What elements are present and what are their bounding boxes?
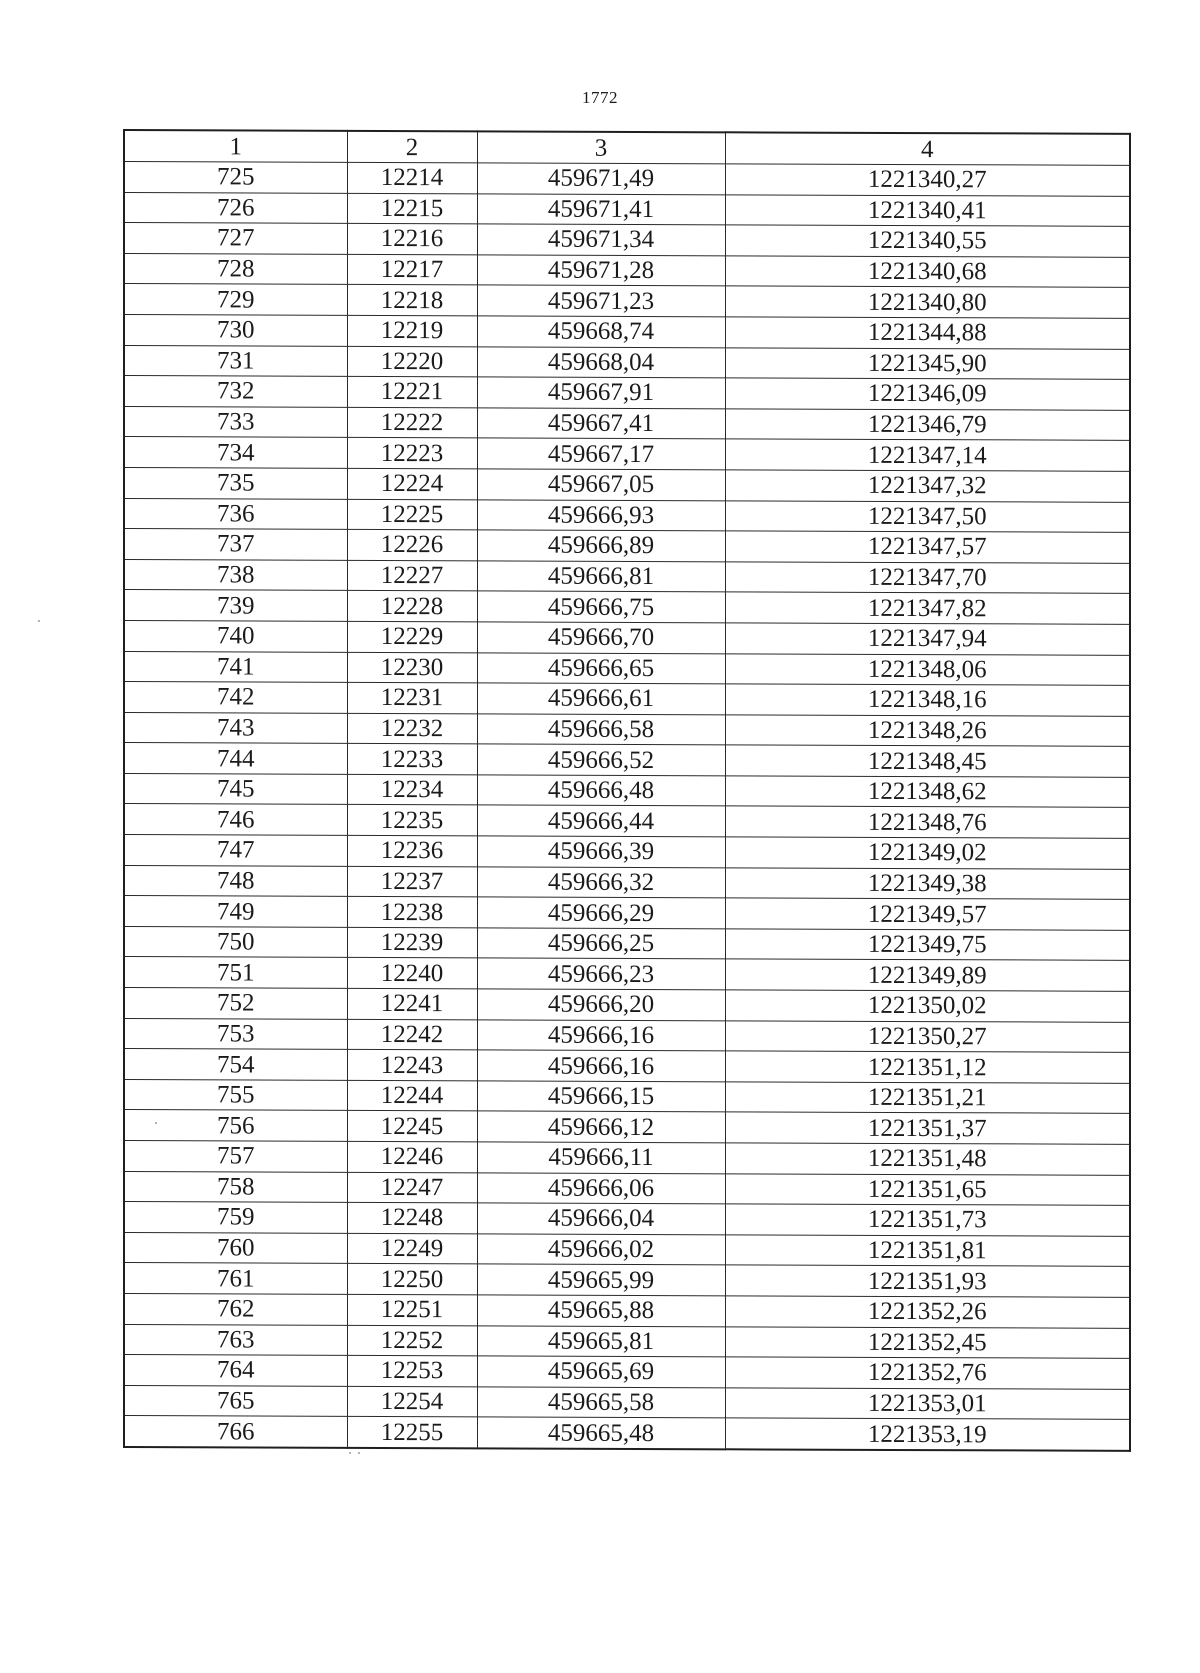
table-cell-col-4: 1221351,37 [725,1112,1130,1144]
table-cell-col-4: 1221351,73 [725,1204,1130,1236]
table-cell-col-3: 459666,65 [477,652,725,684]
table-cell-col-3: 459668,04 [477,346,725,378]
table-cell-col-1: 757 [124,1141,347,1172]
table-row [124,284,1130,318]
table-cell-col-2: 12238 [347,897,477,928]
table-cell-col-1: 740 [124,620,347,651]
table-row [124,743,1130,777]
table-cell-col-2: 12240 [347,958,477,989]
table-row [124,926,1130,960]
table-cell-col-1: 761 [124,1263,347,1294]
table-cell-col-4: 1221340,80 [725,286,1130,318]
table-row [124,223,1130,257]
table-row [124,559,1130,593]
table-row [124,192,1130,226]
table-row [124,437,1130,471]
table-cell-col-3: 459665,69 [477,1356,725,1388]
table-cell-col-3: 459667,41 [477,408,725,440]
table-cell-col-1: 764 [124,1355,347,1386]
table-cell-col-4: 1221347,32 [725,470,1130,502]
table-cell-col-4: 1221346,09 [725,378,1130,410]
table-cell-col-1: 766 [124,1416,347,1448]
table-row [124,1324,1130,1358]
table-row [124,406,1130,440]
table-row [124,467,1130,501]
table-cell-col-4: 1221349,02 [725,837,1130,869]
table-cell-col-2: 12243 [347,1050,477,1081]
table-cell-col-3: 459666,81 [477,561,725,593]
table-cell-col-1: 746 [124,804,347,835]
table-cell-col-3: 459666,25 [477,928,725,960]
table-cell-col-2: 12239 [347,927,477,958]
table-cell-col-2: 12254 [347,1386,477,1417]
table-header [124,130,1130,165]
table-row [124,712,1130,746]
table-cell-col-1: 759 [124,1202,347,1233]
table-cell-col-3: 459667,05 [477,469,725,501]
table-cell-col-3: 459671,23 [477,285,725,317]
table-cell-col-1: 731 [124,345,347,376]
table-cell-col-4: 1221349,89 [725,959,1130,991]
table-cell-col-2: 12224 [347,468,477,499]
table-cell-col-2: 12219 [347,315,477,346]
table-cell-col-4: 1221349,75 [725,929,1130,961]
table-cell-col-1: 756 [124,1110,347,1141]
table-row [124,804,1130,838]
table-cell-col-1: 748 [124,865,347,896]
table-cell-col-2: 12217 [347,254,477,285]
table-cell-col-2: 12214 [347,162,477,193]
table-row [124,253,1130,287]
table-cell-col-4: 1221348,62 [725,776,1130,808]
table-cell-col-2: 12236 [347,835,477,866]
table-cell-col-2: 12216 [347,224,477,255]
table-cell-col-2: 12235 [347,805,477,836]
table-cell-col-2: 12226 [347,529,477,560]
table-cell-col-2: 12233 [347,744,477,775]
table-cell-col-3: 459666,70 [477,622,725,654]
table-cell-col-3: 459666,44 [477,805,725,837]
table-cell-col-3: 459666,29 [477,897,725,929]
table-cell-col-4: 1221350,27 [725,1020,1130,1052]
table-row [124,1416,1130,1451]
table-row [124,590,1130,624]
table-cell-col-4: 1221340,41 [725,194,1130,226]
table-cell-col-1: 735 [124,467,347,498]
table-cell-col-4: 1221353,01 [725,1388,1130,1420]
table-row [124,773,1130,807]
table-cell-col-4: 1221348,45 [725,745,1130,777]
table-cell-col-4: 1221350,02 [725,990,1130,1022]
table-cell-col-1: 754 [124,1049,347,1080]
column-header-1: 1 [124,130,347,162]
table-cell-col-3: 459671,41 [477,193,725,225]
table-cell-col-3: 459666,23 [477,958,725,990]
table-cell-col-1: 739 [124,590,347,621]
table-cell-col-2: 12251 [347,1294,477,1325]
table-cell-col-2: 12234 [347,774,477,805]
table-cell-col-2: 12229 [347,621,477,652]
table-cell-col-4: 1221340,68 [725,256,1130,288]
table-cell-col-4: 1221345,90 [725,347,1130,379]
table-cell-col-1: 765 [124,1385,347,1416]
table-row [124,1079,1130,1113]
table-body [124,162,1130,1451]
table-cell-col-3: 459671,49 [477,163,725,195]
table-row [124,682,1130,716]
table-cell-col-1: 734 [124,437,347,468]
table-row [124,345,1130,379]
table-cell-col-2: 12222 [347,407,477,438]
table-cell-col-3: 459666,02 [477,1234,725,1266]
table-cell-col-1: 741 [124,651,347,682]
table-cell-col-4: 1221351,65 [725,1173,1130,1205]
table-cell-col-4: 1221347,94 [725,623,1130,655]
table-cell-col-1: 728 [124,253,347,284]
table-cell-col-4: 1221348,16 [725,684,1130,716]
table-cell-col-2: 12253 [347,1356,477,1387]
table-row [124,376,1130,410]
coordinates-table-container [123,129,1129,1448]
table-cell-col-3: 459666,61 [477,683,725,715]
table-cell-col-1: 736 [124,498,347,529]
table-cell-col-4: 1221352,45 [725,1326,1130,1358]
table-cell-col-4: 1221348,06 [725,653,1130,685]
table-cell-col-4: 1221349,57 [725,898,1130,930]
page-number: 1772 [582,88,618,107]
table-cell-col-4: 1221351,48 [725,1143,1130,1175]
table-row [124,1141,1130,1175]
table-cell-col-4: 1221347,14 [725,439,1130,471]
table-cell-col-3: 459665,58 [477,1387,725,1419]
table-cell-col-4: 1221352,26 [725,1296,1130,1328]
scan-speck [358,1452,360,1454]
table-cell-col-4: 1221344,88 [725,317,1130,349]
table-cell-col-2: 12232 [347,713,477,744]
table-row [124,957,1130,991]
table-cell-col-3: 459666,32 [477,867,725,899]
table-cell-col-2: 12227 [347,560,477,591]
table-cell-col-4: 1221348,76 [725,806,1130,838]
table-cell-col-3: 459671,34 [477,224,725,256]
table-row [124,1355,1130,1389]
table-cell-col-1: 753 [124,1018,347,1049]
table-cell-col-3: 459666,89 [477,530,725,562]
table-row [124,162,1130,196]
table-cell-col-2: 12231 [347,682,477,713]
table-row [124,529,1130,563]
table-cell-col-4: 1221340,27 [725,164,1130,196]
table-cell-col-2: 12245 [347,1111,477,1142]
table-cell-col-1: 755 [124,1079,347,1110]
table-row [124,314,1130,348]
table-cell-col-1: 760 [124,1232,347,1263]
table-cell-col-2: 12244 [347,1080,477,1111]
table-cell-col-3: 459666,06 [477,1172,725,1204]
table-row [124,835,1130,869]
table-cell-col-2: 12252 [347,1325,477,1356]
table-cell-col-3: 459666,16 [477,1050,725,1082]
table-cell-col-2: 12242 [347,1019,477,1050]
table-cell-col-4: 1221347,82 [725,592,1130,624]
table-row [124,865,1130,899]
table-cell-col-3: 459666,58 [477,714,725,746]
table-cell-col-3: 459666,16 [477,1019,725,1051]
table-cell-col-2: 12250 [347,1264,477,1295]
table-cell-col-4: 1221340,55 [725,225,1130,257]
table-cell-col-2: 12249 [347,1233,477,1264]
table-row [124,1049,1130,1083]
table-cell-col-1: 726 [124,192,347,223]
table-cell-col-1: 750 [124,926,347,957]
table-cell-col-2: 12218 [347,285,477,316]
table-cell-col-1: 762 [124,1293,347,1324]
table-cell-col-3: 459666,15 [477,1081,725,1113]
table-cell-col-2: 12237 [347,866,477,897]
table-cell-col-4: 1221347,50 [725,500,1130,532]
table-cell-col-1: 742 [124,682,347,713]
column-header-2: 2 [347,131,477,163]
table-cell-col-4: 1221348,26 [725,714,1130,746]
column-header-3: 3 [477,131,725,163]
table-cell-col-4: 1221347,57 [725,531,1130,563]
table-cell-col-3: 459665,88 [477,1295,725,1327]
table-cell-col-3: 459668,74 [477,316,725,348]
table-row [124,1018,1130,1052]
table-cell-col-1: 733 [124,406,347,437]
scan-speck [155,1122,157,1124]
coordinates-table [123,129,1131,1452]
table-cell-col-1: 730 [124,314,347,345]
table-cell-col-3: 459666,20 [477,989,725,1021]
table-cell-col-2: 12247 [347,1172,477,1203]
table-cell-col-1: 732 [124,376,347,407]
table-cell-col-1: 729 [124,284,347,315]
table-cell-col-4: 1221347,70 [725,562,1130,594]
table-cell-col-3: 459665,81 [477,1325,725,1357]
table-cell-col-1: 751 [124,957,347,988]
table-row [124,1385,1130,1419]
table-cell-col-4: 1221346,79 [725,409,1130,441]
table-cell-col-2: 12215 [347,193,477,224]
table-row [124,896,1130,930]
table-row [124,1171,1130,1205]
table-cell-col-3: 459666,12 [477,1111,725,1143]
table-cell-col-1: 745 [124,773,347,804]
table-cell-col-1: 737 [124,529,347,560]
table-cell-col-3: 459666,11 [477,1142,725,1174]
table-cell-col-4: 1221351,81 [725,1235,1130,1267]
table-cell-col-3: 459666,04 [477,1203,725,1235]
table-cell-col-3: 459666,39 [477,836,725,868]
scan-speck [38,620,40,622]
table-cell-col-2: 12255 [347,1417,477,1449]
table-cell-col-3: 459665,48 [477,1417,725,1449]
table-cell-col-4: 1221351,21 [725,1082,1130,1114]
table-row [124,1232,1130,1266]
table-cell-col-2: 12221 [347,377,477,408]
table-cell-col-3: 459666,48 [477,775,725,807]
table-cell-col-2: 12228 [347,591,477,622]
table-row [124,988,1130,1022]
scan-speck [349,1452,351,1454]
table-cell-col-1: 743 [124,712,347,743]
table-cell-col-1: 727 [124,223,347,254]
table-cell-col-2: 12223 [347,438,477,469]
table-cell-col-3: 459665,99 [477,1264,725,1296]
table-cell-col-3: 459666,52 [477,744,725,776]
table-cell-col-2: 12220 [347,346,477,377]
table-cell-col-3: 459671,28 [477,255,725,287]
table-cell-col-2: 12248 [347,1203,477,1234]
column-header-4: 4 [725,132,1130,165]
table-cell-col-4: 1221353,19 [725,1418,1130,1451]
table-row [124,620,1130,654]
table-cell-col-2: 12241 [347,988,477,1019]
table-cell-col-4: 1221351,12 [725,1051,1130,1083]
table-cell-col-3: 459667,17 [477,438,725,470]
table-cell-col-2: 12225 [347,499,477,530]
table-cell-col-3: 459666,93 [477,499,725,531]
table-cell-col-1: 725 [124,162,347,193]
table-row [124,498,1130,532]
table-cell-col-3: 459667,91 [477,377,725,409]
table-cell-col-1: 747 [124,835,347,866]
table-cell-col-4: 1221351,93 [725,1265,1130,1297]
table-cell-col-1: 744 [124,743,347,774]
table-cell-col-1: 758 [124,1171,347,1202]
table-cell-col-1: 752 [124,988,347,1019]
table-cell-col-1: 738 [124,559,347,590]
table-cell-col-1: 749 [124,896,347,927]
table-row [124,1202,1130,1236]
header-row [124,130,1130,165]
table-row [124,1110,1130,1144]
table-cell-col-2: 12246 [347,1141,477,1172]
table-cell-col-3: 459666,75 [477,591,725,623]
table-cell-col-4: 1221349,38 [725,867,1130,899]
table-cell-col-1: 763 [124,1324,347,1355]
table-row [124,1293,1130,1327]
table-cell-col-4: 1221352,76 [725,1357,1130,1389]
table-row [124,1263,1130,1297]
table-cell-col-2: 12230 [347,652,477,683]
table-row [124,651,1130,685]
